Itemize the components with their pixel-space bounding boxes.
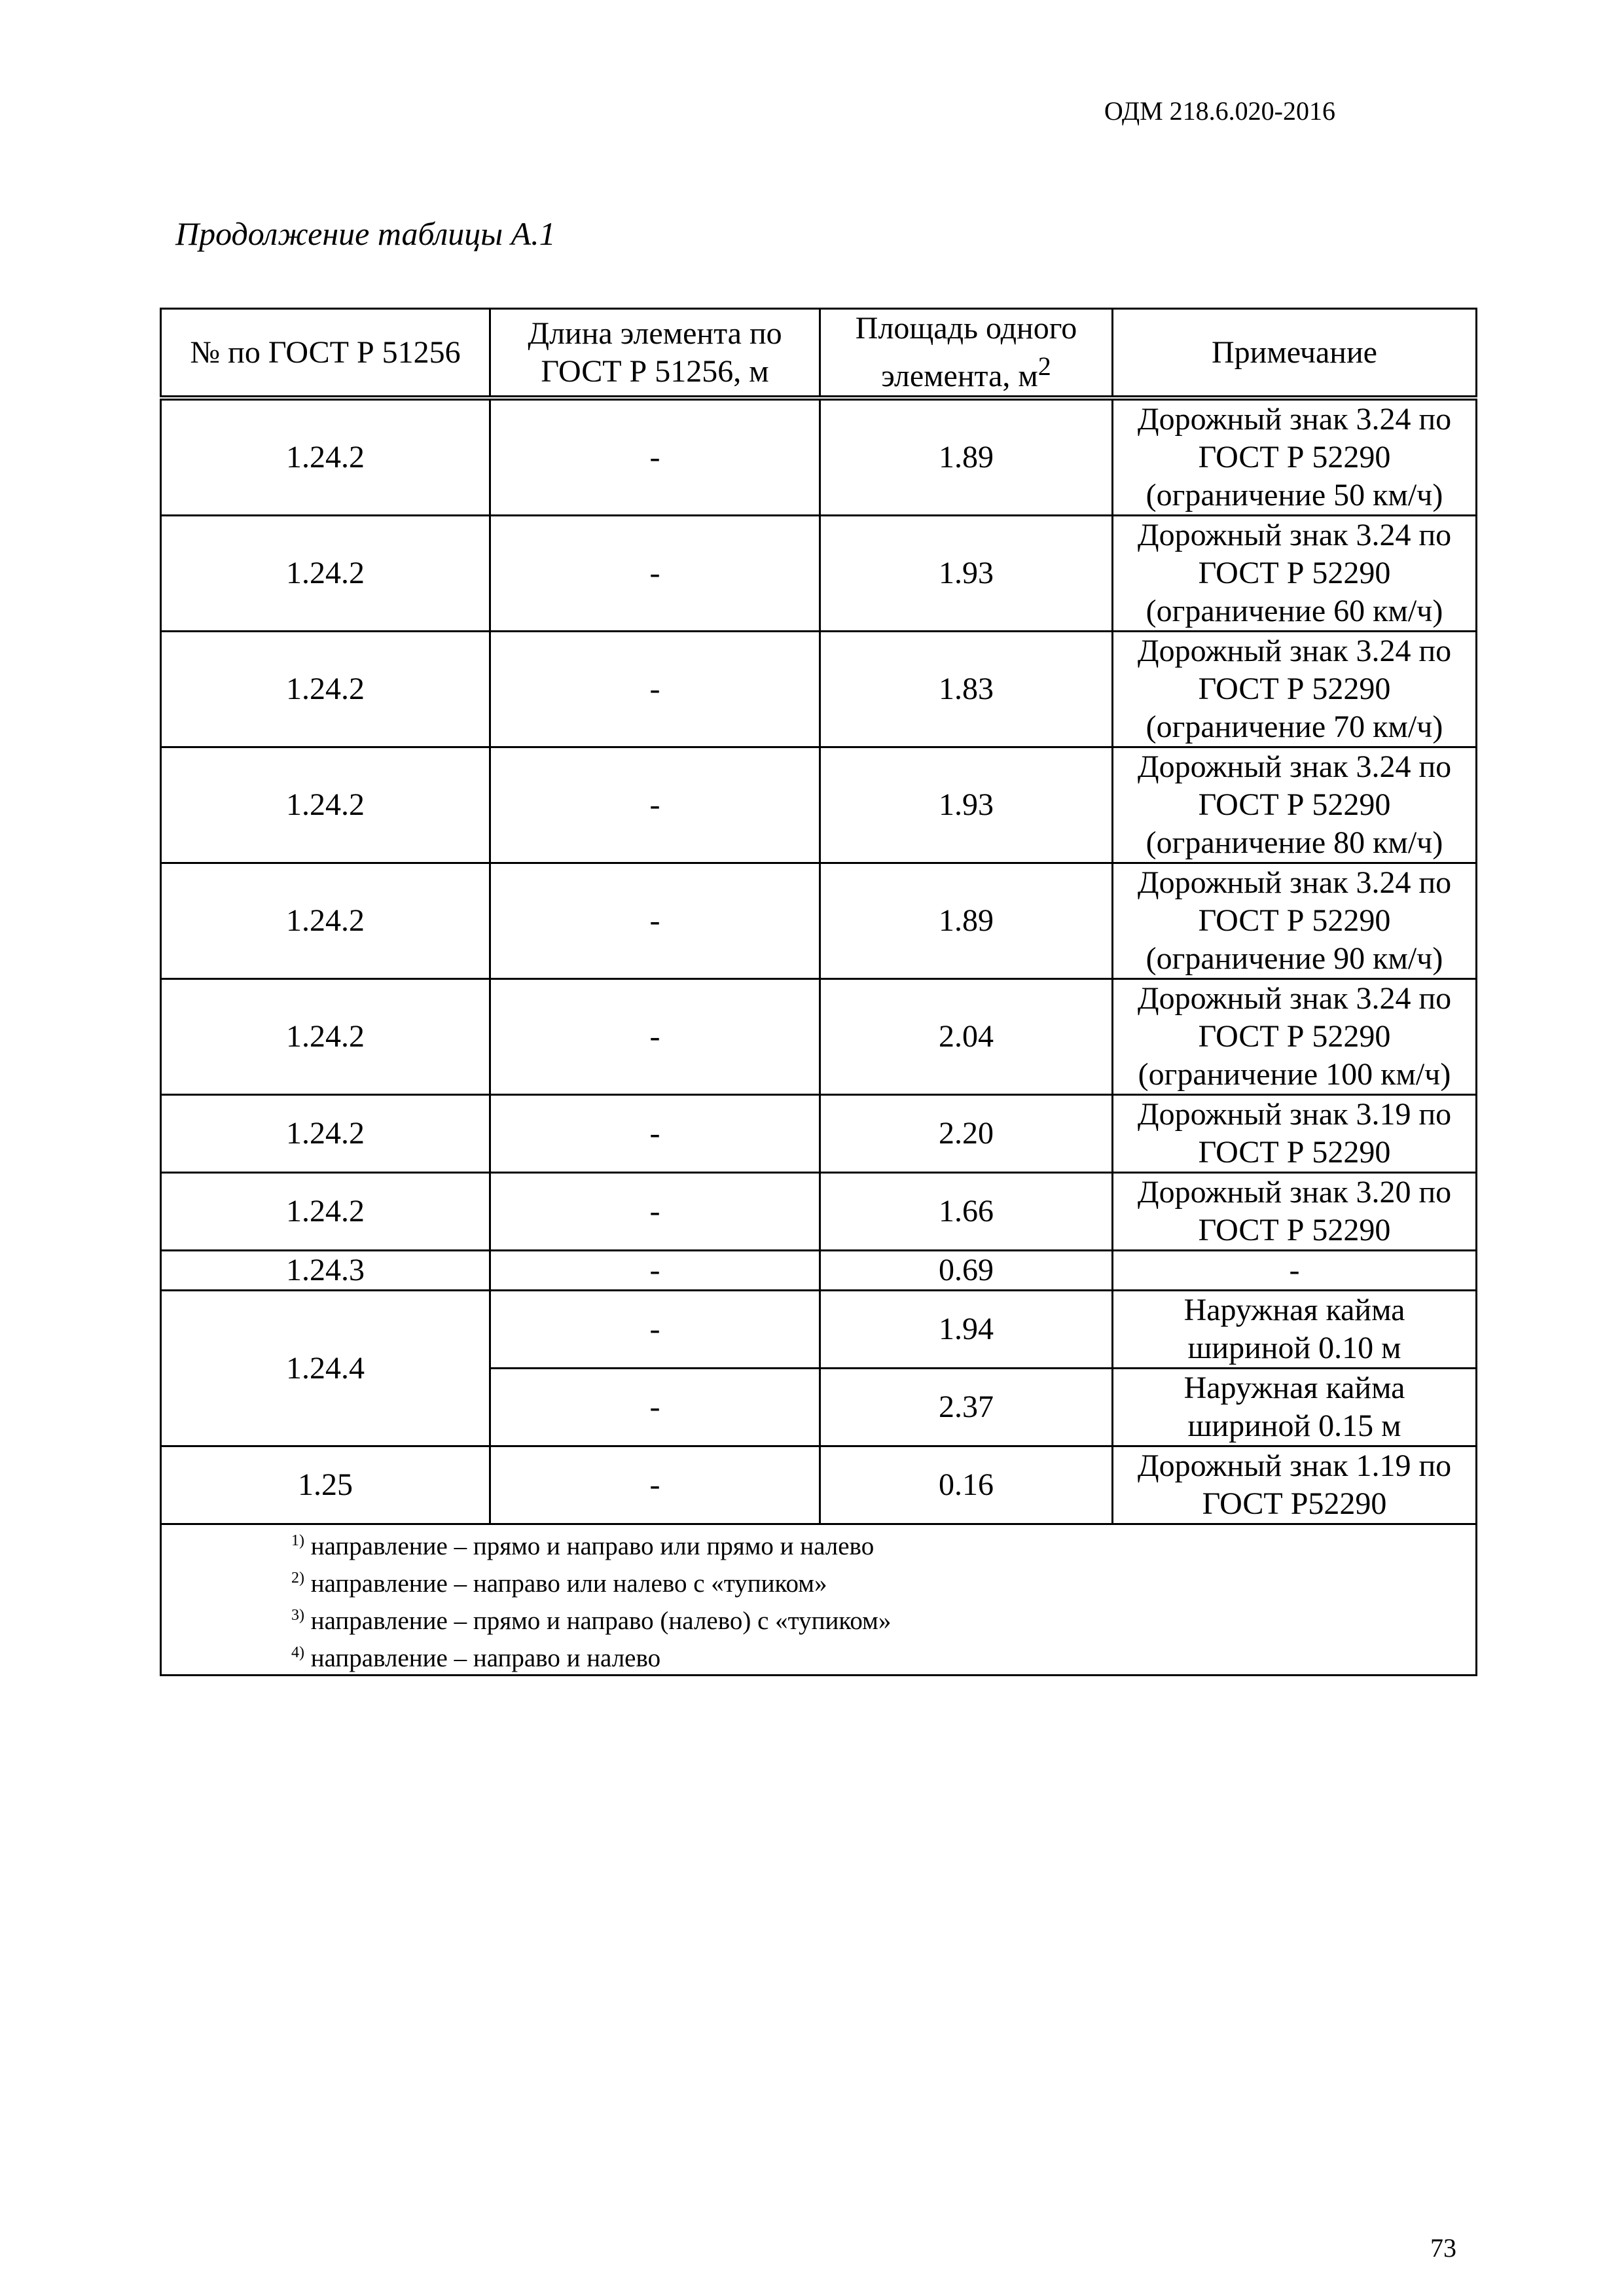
table-row (161, 516, 1477, 632)
table-row (161, 1251, 1477, 1291)
cell-area: 1.83 (820, 632, 1113, 747)
cell-note (1113, 1446, 1477, 1524)
table-row (161, 632, 1477, 747)
cell-area: 0.16 (820, 1446, 1113, 1524)
footnote-text: направление – прямо и направо или прямо и налево (304, 1532, 875, 1560)
note-line: - (1289, 1253, 1300, 1287)
footnote-text: направление – прямо и направо (налево) с «тупиком» (304, 1607, 892, 1635)
cell-num: 1.24.2 (161, 516, 490, 632)
cell-note (1113, 1291, 1477, 1369)
cell-note (1113, 1251, 1477, 1291)
page-number: 73 (1430, 2233, 1456, 2263)
cell-num: 1.24.2 (161, 632, 490, 747)
cell-length: - (490, 516, 820, 632)
footnote-text: направление – направо или налево с «тупиком» (304, 1570, 827, 1598)
cell-length: - (490, 398, 820, 516)
note-line: (ограничение 60 км/ч) (1146, 594, 1443, 628)
cell-note (1113, 979, 1477, 1095)
note-line: шириной 0.10 м (1187, 1331, 1401, 1365)
cell-num: 1.24.4 (161, 1291, 490, 1446)
cell-note (1113, 747, 1477, 863)
cell-num: 1.24.3 (161, 1251, 490, 1291)
note-line: ГОСТ Р 52290 (1198, 1213, 1391, 1247)
cell-area: 1.66 (820, 1173, 1113, 1251)
cell-length: - (490, 979, 820, 1095)
cell-length: - (490, 1251, 820, 1291)
footnote-mark: 1) (291, 1532, 304, 1549)
note-line: Дорожный знак 3.24 по (1137, 634, 1452, 668)
note-line: ГОСТ Р 52290 (1198, 440, 1391, 475)
note-line: Дорожный знак 3.24 по (1137, 865, 1452, 900)
note-line: Дорожный знак 3.24 по (1137, 518, 1452, 552)
cell-note (1113, 1369, 1477, 1446)
header-note: Примечание (1113, 309, 1477, 399)
header-num: № по ГОСТ Р 51256 (161, 309, 490, 399)
document-code: ОДМ 218.6.020-2016 (1104, 96, 1335, 126)
footnote (291, 1600, 1475, 1637)
note-line: ГОСТ Р 52290 (1198, 1135, 1391, 1170)
footnotes-cell (161, 1524, 1477, 1676)
table-row (161, 1291, 1477, 1369)
cell-note (1113, 1173, 1477, 1251)
cell-note (1113, 632, 1477, 747)
cell-area: 2.37 (820, 1369, 1113, 1446)
header-area-unit-superscript: 2 (1038, 351, 1051, 381)
note-line: Дорожный знак 3.24 по (1137, 402, 1452, 437)
footnote (291, 1525, 1475, 1562)
cell-length: - (490, 1173, 820, 1251)
cell-length: - (490, 1369, 820, 1446)
note-line: Дорожный знак 1.19 по (1137, 1448, 1452, 1483)
data-table (160, 308, 1477, 1676)
note-line: (ограничение 80 км/ч) (1146, 825, 1443, 860)
cell-note (1113, 398, 1477, 516)
footnote-mark: 3) (291, 1607, 304, 1624)
table-header-row (161, 309, 1477, 399)
table-row (161, 747, 1477, 863)
cell-note (1113, 1095, 1477, 1173)
cell-note (1113, 863, 1477, 979)
header-area (820, 309, 1113, 399)
cell-num: 1.24.2 (161, 747, 490, 863)
cell-length: - (490, 1291, 820, 1369)
table-caption: Продолжение таблицы А.1 (175, 215, 556, 252)
footnote-mark: 2) (291, 1570, 304, 1587)
cell-area: 1.89 (820, 398, 1113, 516)
note-line: ГОСТ Р 52290 (1198, 556, 1391, 590)
cell-area: 1.89 (820, 863, 1113, 979)
note-line: (ограничение 100 км/ч) (1138, 1057, 1451, 1092)
note-line: Наружная кайма (1183, 1371, 1405, 1405)
note-line: ГОСТ Р 52290 (1198, 1019, 1391, 1054)
note-line: (ограничение 70 км/ч) (1146, 709, 1443, 744)
cell-area: 2.20 (820, 1095, 1113, 1173)
cell-length: - (490, 1095, 820, 1173)
footnote-mark: 4) (291, 1644, 304, 1661)
cell-num: 1.24.2 (161, 1173, 490, 1251)
table-row (161, 979, 1477, 1095)
cell-length: - (490, 632, 820, 747)
cell-num: 1.24.2 (161, 979, 490, 1095)
cell-num: 1.24.2 (161, 398, 490, 516)
cell-length: - (490, 747, 820, 863)
note-line: (ограничение 90 км/ч) (1146, 941, 1443, 976)
note-line: (ограничение 50 км/ч) (1146, 478, 1443, 512)
note-line: ГОСТ Р 52290 (1198, 672, 1391, 706)
table-row (161, 1446, 1477, 1524)
footnote-text: направление – направо и налево (304, 1644, 661, 1672)
cell-area: 2.04 (820, 979, 1113, 1095)
note-line: Дорожный знак 3.19 по (1137, 1097, 1452, 1132)
cell-num: 1.24.2 (161, 1095, 490, 1173)
cell-area: 1.94 (820, 1291, 1113, 1369)
note-line: ГОСТ Р52290 (1202, 1486, 1387, 1521)
cell-length: - (490, 1446, 820, 1524)
footnotes-row (161, 1524, 1477, 1676)
note-line: ГОСТ Р 52290 (1198, 787, 1391, 822)
note-line: Наружная кайма (1183, 1293, 1405, 1327)
cell-length: - (490, 863, 820, 979)
note-line: Дорожный знак 3.24 по (1137, 749, 1452, 784)
footnote (291, 1562, 1475, 1600)
cell-area: 1.93 (820, 747, 1113, 863)
footnote (291, 1637, 1475, 1674)
header-length: Длина элемента по ГОСТ Р 51256, м (490, 309, 820, 399)
cell-area: 0.69 (820, 1251, 1113, 1291)
note-line: ГОСТ Р 52290 (1198, 903, 1391, 938)
table-row (161, 398, 1477, 516)
note-line: Дорожный знак 3.20 по (1137, 1175, 1452, 1210)
table-row (161, 1095, 1477, 1173)
cell-note (1113, 516, 1477, 632)
cell-area: 1.93 (820, 516, 1113, 632)
table-row (161, 1173, 1477, 1251)
note-line: Дорожный знак 3.24 по (1137, 981, 1452, 1016)
note-line: шириной 0.15 м (1187, 1408, 1401, 1443)
cell-num: 1.24.2 (161, 863, 490, 979)
cell-num: 1.25 (161, 1446, 490, 1524)
table-row (161, 863, 1477, 979)
header-area-label: Площадь одного элемента, м (855, 311, 1077, 393)
